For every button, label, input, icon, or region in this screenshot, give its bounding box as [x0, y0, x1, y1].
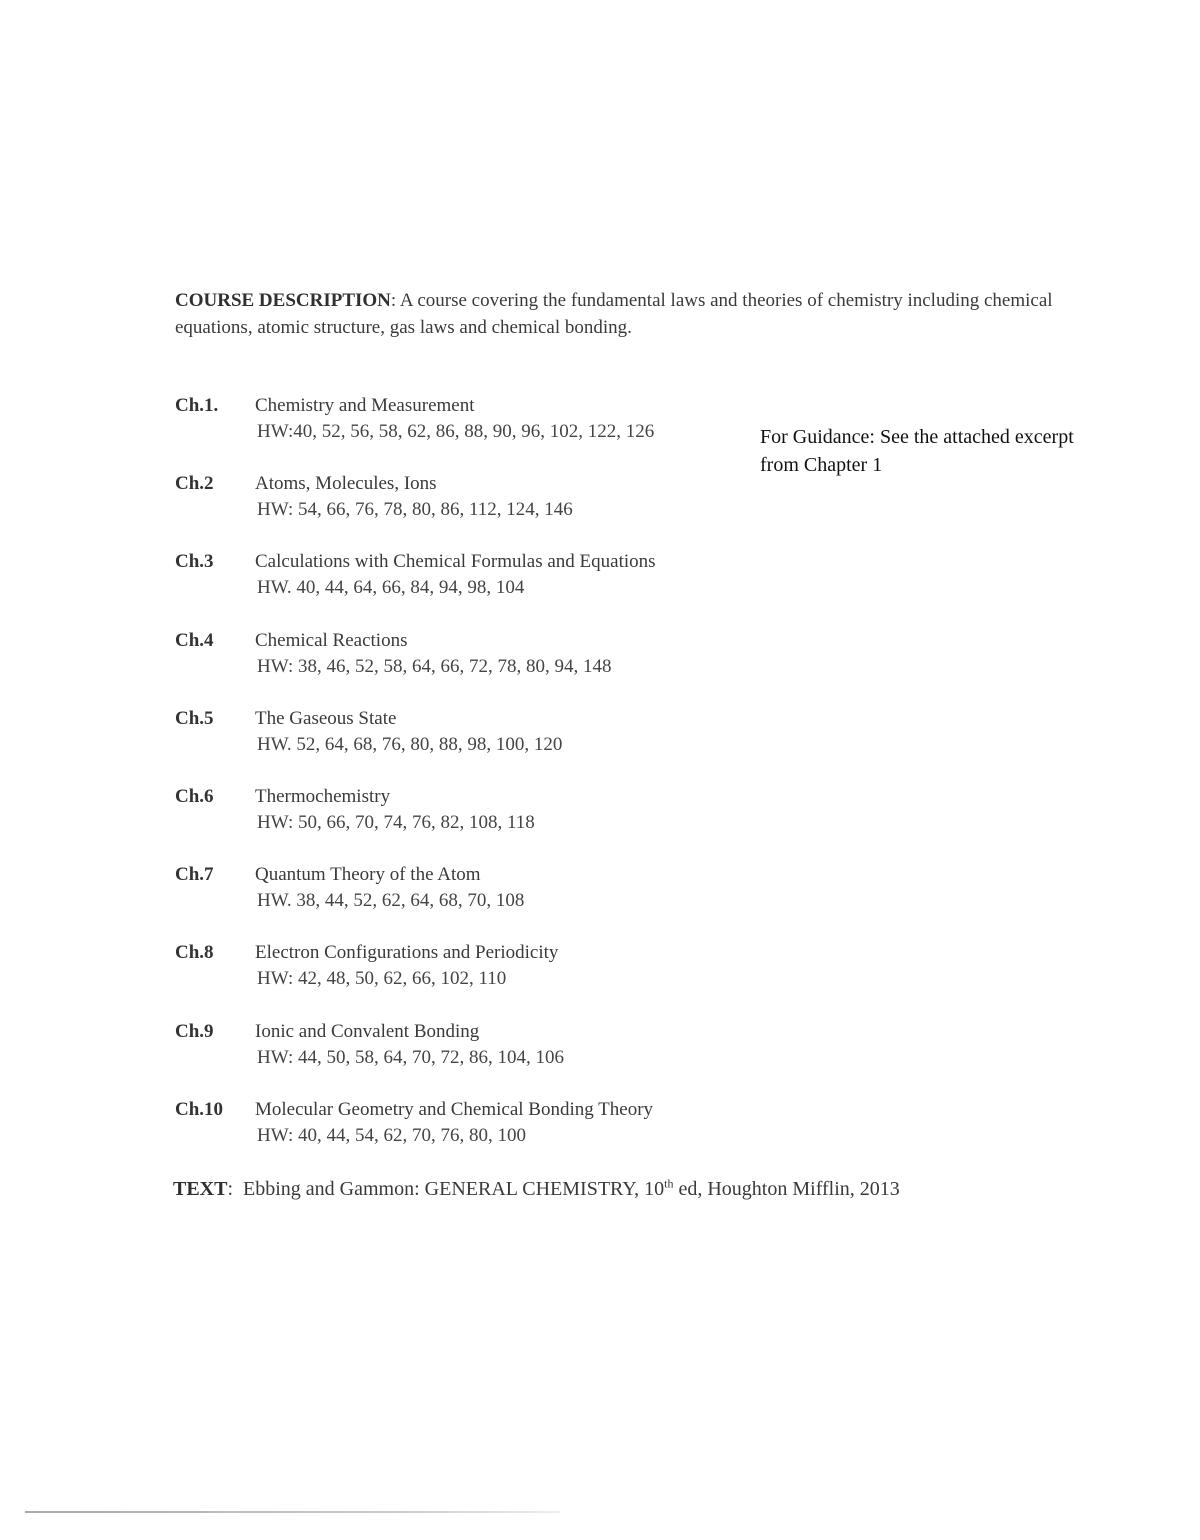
chapter-number: Ch.6 [175, 785, 214, 807]
course-description [175, 287, 1075, 341]
guidance-line: from Chapter 1 [760, 454, 883, 476]
chapter-title: Ionic and Convalent Bonding [255, 1020, 480, 1042]
chapter-homework: HW. 38, 44, 52, 62, 64, 68, 70, 108 [257, 890, 525, 912]
chapter-item [175, 549, 775, 627]
chapter-list [175, 393, 775, 1175]
chapter-title: Chemical Reactions [255, 629, 408, 651]
chapter-title: Atoms, Molecules, Ions [255, 473, 437, 495]
chapter-homework: HW. 52, 64, 68, 76, 80, 88, 98, 100, 120 [257, 733, 563, 755]
textbook-label: TEXT [173, 1178, 228, 1200]
textbook-reference [173, 1175, 900, 1203]
course-description-separator: : [390, 290, 397, 311]
chapter-item [175, 940, 775, 1018]
textbook-separator: : [227, 1178, 234, 1200]
chapter-title: Molecular Geometry and Chemical Bonding Theory [255, 1098, 654, 1120]
chapter-item [175, 1097, 775, 1175]
guidance-note [760, 423, 1160, 479]
chapter-number: Ch.4 [175, 629, 214, 651]
chapter-title: Quantum Theory of the Atom [255, 864, 481, 886]
chapter-item [175, 1019, 775, 1097]
chapter-homework: HW: 54, 66, 76, 78, 80, 86, 112, 124, 146 [257, 499, 573, 521]
chapter-item [175, 628, 775, 706]
chapter-homework: HW: 44, 50, 58, 64, 70, 72, 86, 104, 106 [257, 1046, 564, 1068]
course-description-text: A course covering the fundamental laws and theories of chemistry including chemical equations, atomic structure, gas laws and chemical bonding. [175, 290, 1053, 338]
chapter-title: Thermochemistry [255, 785, 391, 807]
course-description-label: COURSE DESCRIPTION [175, 290, 391, 311]
chapter-title: Calculations with Chemical Formulas and Equations [255, 551, 656, 573]
guidance-line: For Guidance: See the attached excerpt [760, 426, 1074, 448]
chapter-item [175, 471, 775, 549]
chapter-homework: HW: 38, 46, 52, 58, 64, 66, 72, 78, 80, 94, 148 [257, 655, 612, 677]
chapter-number: Ch.7 [175, 864, 214, 886]
textbook-title: Ebbing and Gammon: GENERAL CHEMISTRY, 10 [243, 1178, 665, 1200]
chapter-homework: HW: 40, 44, 54, 62, 70, 76, 80, 100 [257, 1124, 526, 1146]
chapter-number: Ch.2 [175, 473, 214, 495]
chapter-item [175, 393, 775, 471]
chapter-title: The Gaseous State [255, 707, 397, 729]
chapter-homework: HW: 42, 48, 50, 62, 66, 102, 110 [257, 968, 507, 990]
chapter-item [175, 862, 775, 940]
chapter-title: Electron Configurations and Periodicity [255, 942, 559, 964]
footer-divider [25, 1511, 560, 1513]
chapter-number: Ch.8 [175, 942, 214, 964]
chapter-number: Ch.10 [175, 1098, 224, 1120]
textbook-publisher: ed, Houghton Mifflin, 2013 [673, 1178, 900, 1200]
chapter-number: Ch.3 [175, 551, 214, 573]
chapter-homework: HW. 40, 44, 64, 66, 84, 94, 98, 104 [257, 577, 525, 599]
chapter-homework: HW:40, 52, 56, 58, 62, 86, 88, 90, 96, 102, 122, 126 [257, 421, 655, 442]
chapter-number: Ch.1. [175, 395, 219, 416]
chapter-title: Chemistry and Measurement [255, 395, 475, 416]
chapter-item [175, 784, 775, 862]
chapter-item [175, 706, 775, 784]
chapter-number: Ch.5 [175, 707, 214, 729]
textbook-edition-suffix: th [664, 1176, 674, 1191]
chapter-homework: HW: 50, 66, 70, 74, 76, 82, 108, 118 [257, 811, 535, 833]
chapter-number: Ch.9 [175, 1020, 214, 1042]
